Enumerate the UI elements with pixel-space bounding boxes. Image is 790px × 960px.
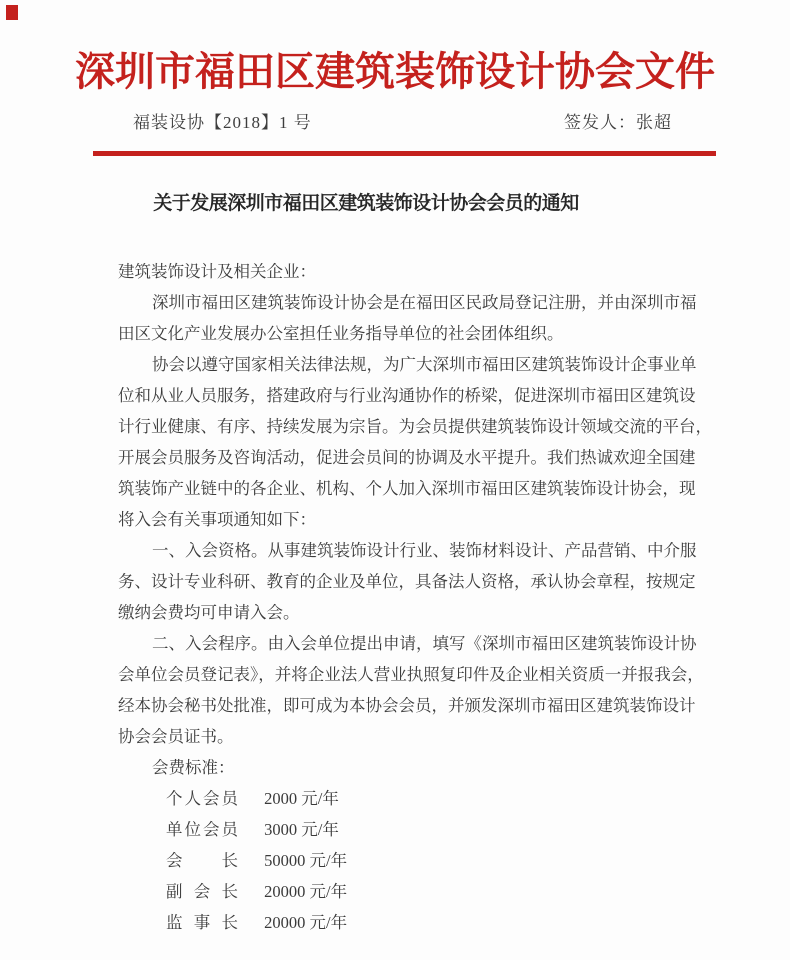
- body-line-item-1: 一、入会资格。从事建筑装饰设计行业、装饰材料设计、产品营销、中介服: [152, 541, 697, 560]
- body-line-item-2: 二、入会程序。由入会单位提出申请，填写《深圳市福田区建筑装饰设计协: [152, 634, 697, 653]
- fee-value: 3000 元/年: [264, 820, 339, 839]
- fee-label: 个人会员: [166, 789, 238, 808]
- body-line: 深圳市福田区建筑装饰设计协会是在福田区民政局登记注册，并由深圳市福: [152, 293, 697, 312]
- fee-row-supervisor: [118, 907, 718, 938]
- body-line: 缴纳会费均可申请入会。: [118, 603, 300, 622]
- issuer-name: 签发人：张超: [564, 113, 672, 132]
- fee-value: 20000 元/年: [264, 913, 348, 932]
- body-line: 位和从业人员服务，搭建政府与行业沟通协作的桥梁，促进深圳市福田区建筑设: [118, 386, 696, 405]
- body-line: 协会以遵守国家相关法律法规，为广大深圳市福田区建筑装饰设计企事业单: [152, 355, 697, 374]
- red-divider-line: [93, 151, 716, 156]
- fee-row-vice-president: [118, 876, 718, 907]
- fee-label: 会长: [166, 851, 238, 870]
- body-line: 计行业健康、有序、持续发展为宗旨。为会员提供建筑装饰设计领域交流的平台，: [118, 417, 712, 436]
- fee-value: 50000 元/年: [264, 851, 348, 870]
- fee-row-personal: [118, 783, 718, 814]
- notice-title: 关于发展深圳市福田区建筑装饰设计协会会员的通知: [153, 193, 579, 214]
- body-line: 田区文化产业发展办公室担任业务指导单位的社会团体组织。: [118, 324, 564, 343]
- body-line: 经本协会秘书处批准，即可成为本协会会员，并颁发深圳市福田区建筑装饰设计: [118, 696, 696, 715]
- fee-value: 2000 元/年: [264, 789, 339, 808]
- document-body: [118, 256, 718, 938]
- corner-red-mark: [6, 5, 18, 20]
- fee-label: 副会长: [166, 882, 238, 901]
- doc-number-row: [133, 108, 672, 133]
- fee-standard-heading: 会费标准：: [152, 758, 235, 777]
- body-line: 会单位会员登记表》，并将企业法人营业执照复印件及企业相关资质一并报我会，: [118, 665, 704, 684]
- fee-row-unit: [118, 814, 718, 845]
- body-line-salutation: 建筑装饰设计及相关企业：: [118, 262, 316, 281]
- body-line: 协会会员证书。: [118, 727, 234, 746]
- fee-row-president: [118, 845, 718, 876]
- org-header-title: 深圳市福田区建筑装饰设计协会文件: [75, 49, 715, 94]
- fee-label: 单位会员: [166, 820, 238, 839]
- fee-label: 监事长: [166, 913, 238, 932]
- doc-number: 福装设协【2018】1 号: [133, 113, 312, 132]
- body-line: 将入会有关事项通知如下：: [118, 510, 316, 529]
- body-line: 务、设计专业科研、教育的企业及单位，具备法人资格，承认协会章程，按规定: [118, 572, 696, 591]
- body-line: 开展会员服务及咨询活动，促进会员间的协调及水平提升。我们热诚欢迎全国建: [118, 448, 696, 467]
- fee-value: 20000 元/年: [264, 882, 348, 901]
- body-line: 筑装饰产业链中的各企业、机构、个人加入深圳市福田区建筑装饰设计协会，现: [118, 479, 696, 498]
